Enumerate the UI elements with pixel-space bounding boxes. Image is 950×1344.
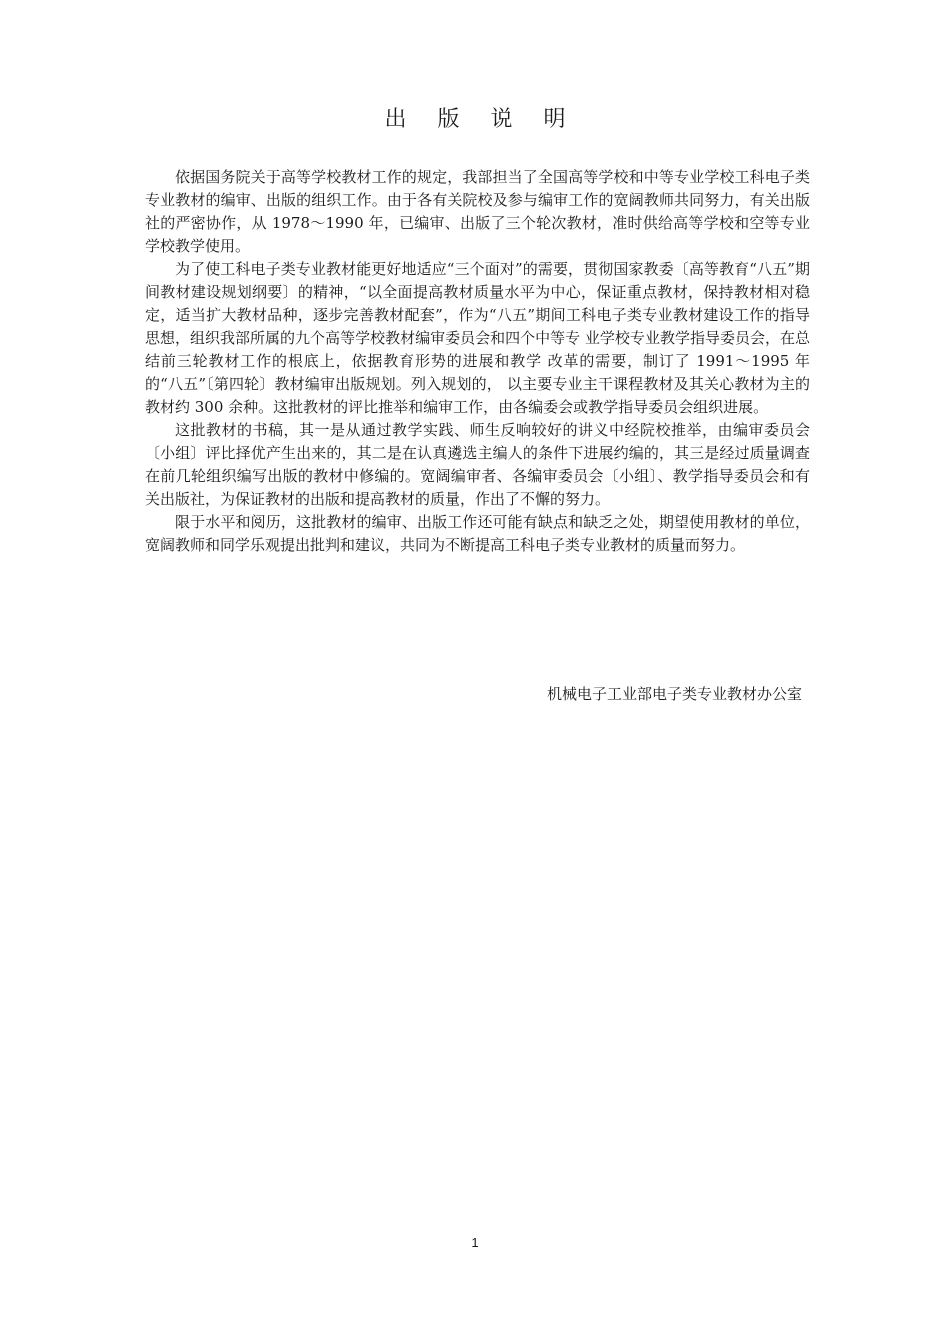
signature: 机械电子工业部电子类专业教材办公室 <box>546 685 802 703</box>
page-title: 出 版 说 明 <box>384 107 578 132</box>
body-text <box>145 166 810 557</box>
paragraph-4: 限于水平和阅历，这批教材的编审、出版工作还可能有缺点和缺乏之处，期望使用教材的单位，宽阔教师和同学乐观提出批判和建议，共同为不断提高工科电子类专业教材的质量而努力。 <box>145 513 810 554</box>
paragraph-2: 为了使工科电子类专业教材能更好地适应“三个面对”的需要，贯彻国家教委〔高等教育“八五”期间教材建设规划纲要〕的精神，“以全面提高教材质量水平为中心，保证重点教材，保持教材相对稳定，适当扩大教材品种，逐步完善教材配套”，作为“八五”期间工科电子类专业教材建设工作的指导思想，组织我部所属的九个高等学校教材编审委员会和四个中等专 业学校专业教学指导委员会，在总结前三轮教材工作的根底上，依据教育形势的进展和教学 改革的需要，制订了 1991～1995 年的“八五”〔第四轮〕教材编审出版规划。列入规划的， 以主要专业主干课程教材及其关心教材为主的教材约 300 余种。这批教材的评比推举和编审工作，由各编委会或教学指导委员会组织进展。 <box>145 260 810 416</box>
paragraph-1: 依据国务院关于高等学校教材工作的规定，我部担当了全国高等学校和中等专业学校工科电子类专业教材的编审、出版的组织工作。由于各有关院校及参与编审工作的宽阔教师共同努力，有关出版社的严密协作，从 1978～1990 年，已编审、出版了三个轮次教材，准时供给高等学校和空等专业学校教学使用。 <box>145 168 810 255</box>
page-number: 1 <box>471 1235 479 1250</box>
paragraph-3: 这批教材的书稿，其一是从通过教学实践、师生反响较好的讲义中经院校推举，由编审委员会〔小组〕评比择优产生出来的，其二是在认真遴选主编人的条件下进展约编的，其三是经过质量调查在前几轮组织编写出版的教材中修编的。宽阔编审者、各编审委员会〔小组〕、教学指导委员会和有关出版社，为保证教材的出版和提高教材的质量，作出了不懈的努力。 <box>145 421 810 508</box>
